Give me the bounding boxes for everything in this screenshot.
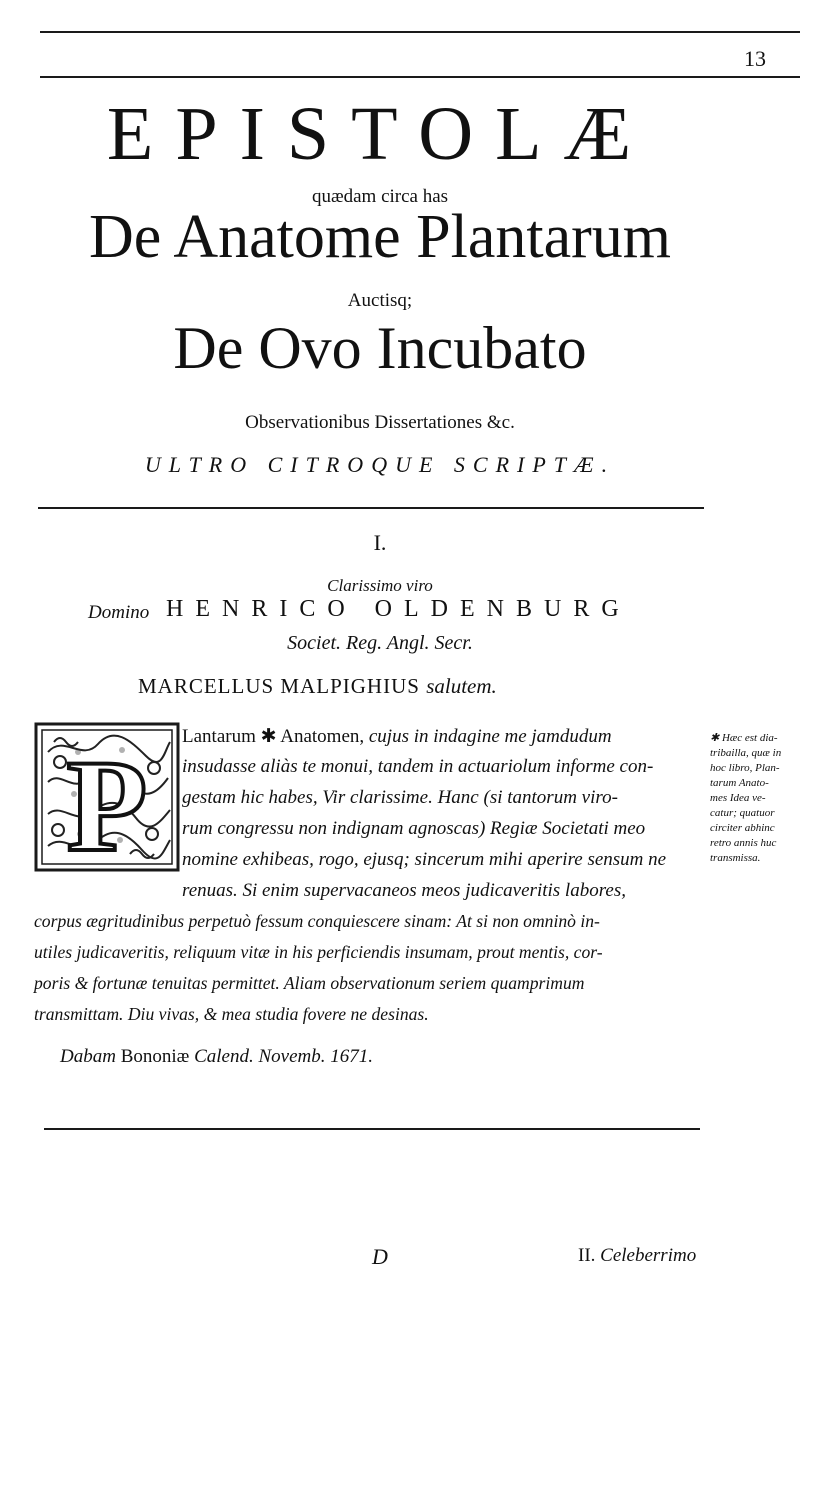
letter-number: I.	[373, 530, 387, 555]
margin-note-line: tarum Anato-	[710, 777, 769, 789]
salutation-word: salutem.	[426, 674, 497, 698]
title-line-5: Observationibus Dissertationes &c.	[245, 412, 515, 433]
body-line-8: utiles judicaveritis, reliquum vitæ in his perficiendis insumam, prout mentis, cor-	[34, 942, 603, 962]
margin-note-line: circiter abhinc	[710, 822, 775, 834]
body-line-6: renuas. Si enim supervacaneos meos judicaveritis labores,	[182, 880, 626, 901]
address-name: HENRICO OLDENBURG	[166, 596, 631, 622]
body-line-10: transmittam. Diu vivas, & mea studia fovere ne desinas.	[34, 1004, 429, 1024]
date-lead: Dabam	[60, 1046, 116, 1067]
catchword-number: II.	[578, 1245, 596, 1266]
salutation-name: MARCELLUS MALPIGHIUS	[138, 674, 420, 698]
title-line-2: De Anatome Plantarum	[89, 203, 671, 271]
margin-note-line: catur; quatuor	[710, 807, 775, 819]
body-line-4: rum congressu non indignam agnoscas) Regiæ Societati meo	[182, 818, 646, 839]
address-line-3: Societ. Reg. Angl. Secr.	[287, 632, 473, 654]
body-line-3: gestam hic habes, Vir clarissime. Hanc (si tantorum viro-	[182, 787, 618, 808]
signature-mark: D	[372, 1244, 388, 1269]
title-line-3: Auctisq;	[347, 290, 413, 311]
margin-note-line: hoc libro, Plan-	[710, 762, 780, 774]
body-line-1-italic: cujus in indagine me jamdudum	[364, 726, 612, 747]
address-lead: Domino	[88, 602, 150, 623]
title-line-6: ULTRO CITROQUE SCRIPTÆ.	[144, 452, 616, 477]
margin-note-line: retro annis huc	[710, 837, 777, 849]
margin-note-line: ✱ Hæc est dia-	[710, 732, 778, 744]
margin-note	[710, 731, 822, 866]
title-line-1: quædam circa has	[311, 186, 449, 207]
date-line	[60, 1046, 373, 1068]
body-line-1-roman: Lantarum ✱ Anatomen,	[182, 726, 365, 747]
header-rule-top	[40, 31, 800, 33]
margin-note-line: tribailla, quæ in	[710, 747, 782, 759]
title-rule	[38, 507, 704, 509]
date-place: Bononiæ	[120, 1046, 190, 1067]
address-line-1: Clarissimo viro	[327, 576, 433, 595]
title-line-4: De Ovo Incubato	[173, 315, 587, 381]
header-rule-bottom	[40, 76, 800, 78]
body-line-2: insudasse aliàs te monui, tandem in actuariolum informe con-	[182, 756, 654, 777]
page-number: 13	[744, 46, 766, 71]
ornamental-drop-cap	[34, 722, 180, 872]
drop-cap-letter: P	[66, 732, 148, 872]
body-line-1	[182, 725, 612, 748]
body-line-9: poris & fortunæ tenuitas permittet. Aliam observationum seriem quamprimum	[34, 973, 585, 993]
main-title: EPISTOLÆ	[106, 92, 654, 176]
date-rest: Calend. Novemb. 1671.	[194, 1046, 373, 1067]
catchword-word: Celeberrimo	[600, 1245, 697, 1266]
body-line-7: corpus ægritudinibus perpetuò fessum conquiescere sinam: At si non omninò in-	[34, 911, 600, 931]
catchword	[578, 1245, 696, 1267]
margin-note-line: mes Idea ve-	[710, 792, 766, 804]
closing-rule	[44, 1128, 700, 1130]
drop-cap-ornament	[34, 722, 180, 872]
salutation	[138, 674, 497, 699]
margin-note-line: transmissa.	[710, 852, 761, 864]
body-line-5: nomine exhibeas, rogo, ejusq; sincerum mihi aperire sensum ne	[182, 849, 667, 870]
